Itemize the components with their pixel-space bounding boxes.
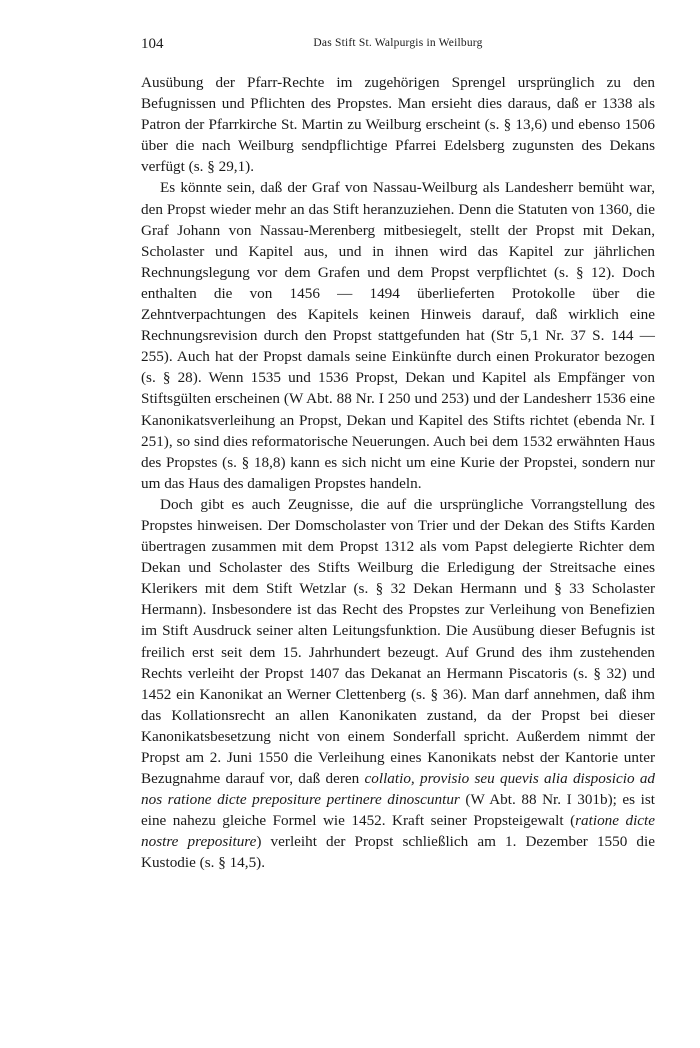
latin-quotation-collatio: collatio, provisio seu quevis alia disposicio ad nos ratione dicte prepositure pertinere dinoscuntur: [141, 770, 656, 809]
page: [141, 36, 655, 874]
paragraph-2-text: Es könnte sein, daß der Graf von Nassau-Weilburg als Landesherr bemüht war, den Propst wieder mehr an das Stift heranzuziehen. Denn die Statuten von 1360, die Graf Johann von Nassau-Merenberg mitbesiegelt, stellt der Propst mit Dekan, Scholaster und Kapitel aus, und in ihnen wird das Kapitel zur jährlichen Rechnungslegung vor dem Grafen und dem Propst verpflichtet (s. § 12). Doch enthalten die von 1456 — 1494 überlieferten Protokolle über die Zehntverpachtungen des Kapitels keinen Hinweis darauf, daß wirklich eine Rechnungsrevision durch den Propst stattgefunden hat (Str 5,1 Nr. 37 S. 144 — 255). Auch hat der Propst damals seine Einkünfte durch einen Prokurator bezogen (s. § 28). Wenn 1535 und 1536 Propst, Dekan und Kapitel als Empfänger von Stiftsgülten erscheinen (W Abt. 88 Nr. I 250 und 253) und der Landesherr 1536 eine Kanonikatsverleihung an Propst, Dekan und Kapitel des Stifts richtet (ebenda Nr. I 251), so sind dies reformatorische Neuerungen. Auch bei dem 1532 erwähnten Haus des Propstes (s. § 18,8) kann es sich nicht um eine Kurie der Propstei, sondern nur um das Haus des damaligen Propstes handeln.: [141, 179, 655, 492]
paragraph-1: [141, 72, 655, 177]
paragraph-1-text: Ausübung der Pfarr-Rechte im zugehörigen Sprengel ursprünglich zu den Befugnissen und Pflichten des Propstes. Man ersieht dies daraus, daß er 1338 als Patron der Pfarrkirche St. Martin zu Weilburg erscheint (s. § 13,6) und ebenso 1506 über die nach Weilburg sendpflichtige Pfarrei Edelsberg zugunsten des Dekans verfügt (s. § 29,1).: [141, 74, 655, 176]
paragraph-3: [141, 494, 655, 874]
running-title: Das Stift St. Walpurgis in Weilburg: [313, 37, 483, 49]
paragraph-2: [141, 177, 655, 493]
running-head: [141, 36, 655, 58]
paragraph-3-text-c: ) verleiht der Propst schließlich am 1. Dezember 1550 die Kustodie (s. § 14,5).: [141, 833, 655, 872]
page-number: 104: [141, 36, 164, 52]
paragraph-3-text-b: (W Abt. 88 Nr. I 301b); es ist eine nahezu gleiche Formel wie 1452. Kraft seiner Propsteigewalt (: [141, 791, 655, 830]
body-text: [141, 72, 655, 874]
paragraph-3-text-a: Doch gibt es auch Zeugnisse, die auf die ursprüngliche Vorrangstellung des Propstes hinweisen. Der Domscholaster von Trier und der Dekan des Stifts Karden übertragen zusammen mit dem Propst 1312 als vom Papst delegierte Richter dem Dekan und Scholaster des Stifts Weilburg die Erledigung der Streitsache eines Klerikers mit dem Stift Wetzlar (s. § 32 Dekan Hermann und § 33 Scholaster Hermann). Insbesondere ist das Recht des Propstes zur Verleihung von Benefizien im Stift Ausdruck seiner alten Leitungsfunktion. Die Ausübung dieser Befugnis ist freilich erst seit dem 15. Jahrhundert bezeugt. Auf Grund des ihm zustehenden Rechts verleiht der Propst 1407 das Dekanat an Hermann Piscatoris (s. § 32) und 1452 ein Kanonikat an Werner Clettenberg (s. § 36). Man darf annehmen, daß ihm das Kollationsrecht an allen Kanonikaten zustand, da der Propst bei dieser Kanonikatsbesetzung nicht von einem Sonderfall spricht. Außerdem nimmt der Propst am 2. Juni 1550 die Verleihung eines Kanonikats nebst der Kantorie unter Bezugnahme darauf vor, daß deren: [141, 495, 655, 788]
latin-quotation-ratione: ratione dicte nostre prepositure: [141, 812, 655, 851]
